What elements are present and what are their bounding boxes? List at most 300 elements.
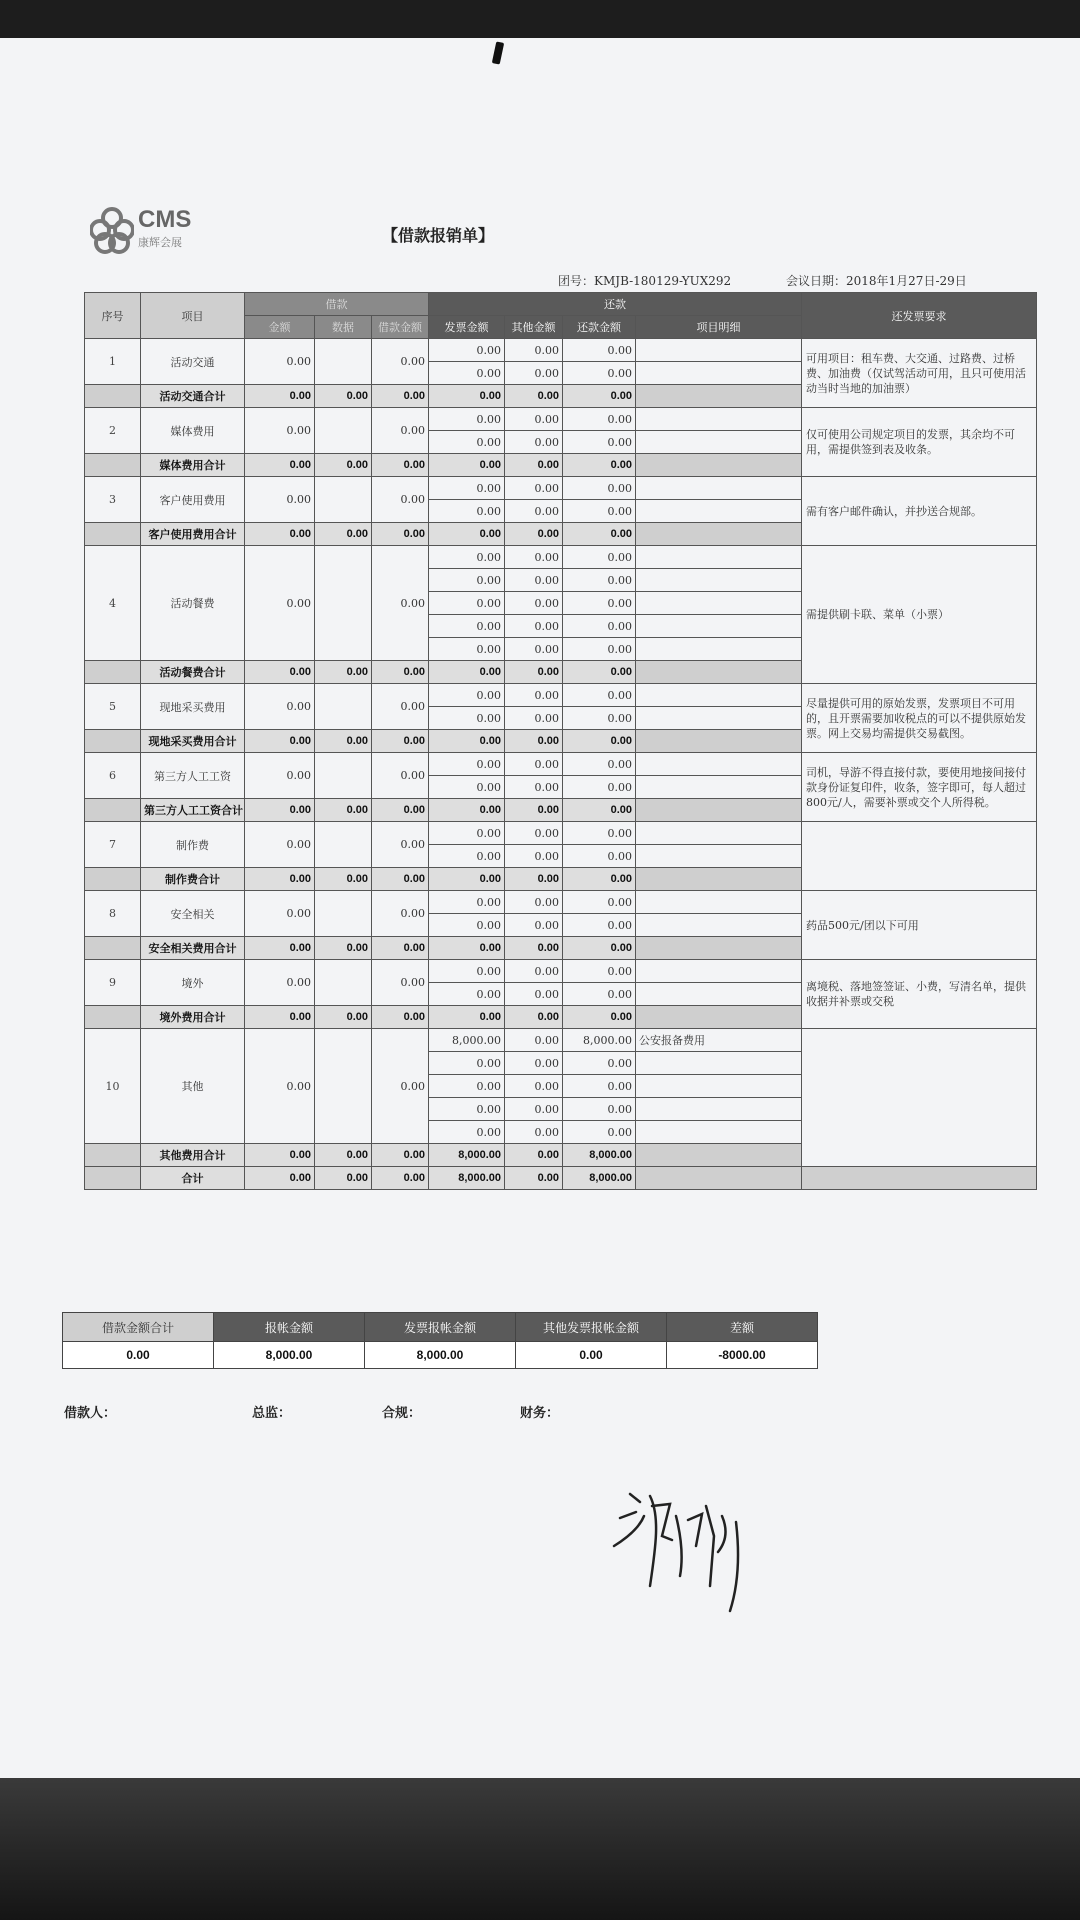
borrower-label: 借款人： bbox=[64, 1406, 117, 1421]
other-amount: 0.00 bbox=[505, 592, 563, 615]
item-detail bbox=[636, 339, 802, 362]
other-amount: 0.00 bbox=[505, 983, 563, 1006]
subtotal-oth: 0.00 bbox=[505, 1006, 563, 1029]
col-detail: 项目明细 bbox=[636, 316, 802, 339]
subtotal-b1: 0.00 bbox=[245, 1006, 315, 1029]
subtotal-b2: 0.00 bbox=[315, 385, 372, 408]
summary-header-other-invoice: 其他发票报帐金额 bbox=[516, 1313, 667, 1342]
invoice-amount: 0.00 bbox=[429, 615, 505, 638]
subtotal-label: 活动餐费合计 bbox=[141, 661, 245, 684]
repay-amount: 0.00 bbox=[563, 1075, 636, 1098]
other-amount: 0.00 bbox=[505, 569, 563, 592]
subtotal-b2: 0.00 bbox=[315, 1006, 372, 1029]
item-detail bbox=[636, 569, 802, 592]
other-amount: 0.00 bbox=[505, 914, 563, 937]
subtotal-b1: 0.00 bbox=[245, 1144, 315, 1167]
invoice-amount: 0.00 bbox=[429, 408, 505, 431]
other-amount: 0.00 bbox=[505, 546, 563, 569]
summary-table bbox=[62, 1312, 818, 1369]
table-row bbox=[85, 408, 1037, 431]
subtotal-oth: 0.00 bbox=[505, 730, 563, 753]
subtotal-detail bbox=[636, 1144, 802, 1167]
meeting-date: 会议日期：2018年1月27日-29日 bbox=[786, 274, 967, 288]
subtotal-b3: 0.00 bbox=[372, 799, 429, 822]
borrow-loan: 0.00 bbox=[372, 753, 429, 799]
summary-header-loan-total: 借款金额合计 bbox=[63, 1313, 214, 1342]
other-amount: 0.00 bbox=[505, 1075, 563, 1098]
borrow-amount: 0.00 bbox=[245, 753, 315, 799]
subtotal-label: 客户使用费用合计 bbox=[141, 523, 245, 546]
subtotal-b3: 0.00 bbox=[372, 937, 429, 960]
item-name: 现地采买费用 bbox=[141, 684, 245, 730]
repay-amount: 8,000.00 bbox=[563, 1029, 636, 1052]
subtotal-detail bbox=[636, 868, 802, 891]
logo-subtext: 康辉会展 bbox=[138, 236, 182, 249]
subtotal-rep: 0.00 bbox=[563, 937, 636, 960]
subtotal-b3: 0.00 bbox=[372, 385, 429, 408]
subtotal-b2: 0.00 bbox=[315, 1144, 372, 1167]
item-detail bbox=[636, 891, 802, 914]
subtotal-inv: 0.00 bbox=[429, 454, 505, 477]
repay-amount: 0.00 bbox=[563, 822, 636, 845]
invoice-amount: 0.00 bbox=[429, 569, 505, 592]
invoice-requirement: 仅可使用公司规定项目的发票，其余均不可用，需提供签到表及收条。 bbox=[802, 408, 1037, 477]
repay-amount: 0.00 bbox=[563, 753, 636, 776]
repay-amount: 0.00 bbox=[563, 408, 636, 431]
col-invoice-amount: 发票金额 bbox=[429, 316, 505, 339]
summary-header-reimburse: 报帐金额 bbox=[214, 1313, 365, 1342]
borrow-count bbox=[315, 339, 372, 385]
table-row bbox=[85, 1029, 1037, 1052]
subtotal-b2: 0.00 bbox=[315, 454, 372, 477]
subtotal-rep: 0.00 bbox=[563, 661, 636, 684]
col-item: 项目 bbox=[141, 293, 245, 339]
item-detail bbox=[636, 408, 802, 431]
row-index: 5 bbox=[85, 684, 141, 730]
item-name: 第三方人工工资 bbox=[141, 753, 245, 799]
subtotal-detail bbox=[636, 661, 802, 684]
item-name: 制作费 bbox=[141, 822, 245, 868]
repay-amount: 0.00 bbox=[563, 546, 636, 569]
invoice-amount: 0.00 bbox=[429, 1075, 505, 1098]
subtotal-inv: 0.00 bbox=[429, 661, 505, 684]
item-detail bbox=[636, 431, 802, 454]
subtotal-inv: 0.00 bbox=[429, 385, 505, 408]
other-amount: 0.00 bbox=[505, 477, 563, 500]
col-borrow-amount: 金额 bbox=[245, 316, 315, 339]
repay-amount: 0.00 bbox=[563, 339, 636, 362]
subtotal-b2: 0.00 bbox=[315, 868, 372, 891]
other-amount: 0.00 bbox=[505, 776, 563, 799]
item-name: 活动交通 bbox=[141, 339, 245, 385]
subtotal-inv: 0.00 bbox=[429, 799, 505, 822]
repay-amount: 0.00 bbox=[563, 638, 636, 661]
total-b2: 0.00 bbox=[315, 1167, 372, 1190]
total-inv: 8,000.00 bbox=[429, 1167, 505, 1190]
subtotal-rep: 0.00 bbox=[563, 1006, 636, 1029]
subtotal-b1: 0.00 bbox=[245, 937, 315, 960]
table-row bbox=[85, 477, 1037, 500]
table-row bbox=[85, 753, 1037, 776]
invoice-amount: 0.00 bbox=[429, 914, 505, 937]
repay-amount: 0.00 bbox=[563, 891, 636, 914]
flower-logo-icon bbox=[90, 206, 134, 254]
subtotal-oth: 0.00 bbox=[505, 1144, 563, 1167]
invoice-amount: 0.00 bbox=[429, 1098, 505, 1121]
subtotal-inv: 0.00 bbox=[429, 730, 505, 753]
item-detail bbox=[636, 592, 802, 615]
invoice-amount: 0.00 bbox=[429, 1121, 505, 1144]
document-title: 【借款报销单】 bbox=[382, 226, 495, 245]
subtotal-inv: 0.00 bbox=[429, 937, 505, 960]
subtotal-label: 第三方人工工资合计 bbox=[141, 799, 245, 822]
subtotal-rep: 0.00 bbox=[563, 799, 636, 822]
subtotal-rep: 0.00 bbox=[563, 523, 636, 546]
total-b3: 0.00 bbox=[372, 1167, 429, 1190]
other-amount: 0.00 bbox=[505, 960, 563, 983]
grand-total-label: 合计 bbox=[141, 1167, 245, 1190]
col-requirement: 还发票要求 bbox=[802, 293, 1037, 339]
borrow-loan: 0.00 bbox=[372, 684, 429, 730]
subtotal-oth: 0.00 bbox=[505, 799, 563, 822]
borrow-count bbox=[315, 684, 372, 730]
col-borrow-count: 数据 bbox=[315, 316, 372, 339]
row-index: 2 bbox=[85, 408, 141, 454]
subtotal-label: 媒体费用合计 bbox=[141, 454, 245, 477]
subtotal-b3: 0.00 bbox=[372, 661, 429, 684]
cms-logo bbox=[90, 206, 200, 254]
repay-amount: 0.00 bbox=[563, 960, 636, 983]
col-repay-amount: 还款金额 bbox=[563, 316, 636, 339]
item-detail bbox=[636, 914, 802, 937]
total-b1: 0.00 bbox=[245, 1167, 315, 1190]
other-amount: 0.00 bbox=[505, 362, 563, 385]
subtotal-b2: 0.00 bbox=[315, 937, 372, 960]
row-index: 10 bbox=[85, 1029, 141, 1144]
subtotal-detail bbox=[636, 1006, 802, 1029]
col-seq: 序号 bbox=[85, 293, 141, 339]
summary-other-invoice: 0.00 bbox=[516, 1342, 667, 1369]
subtotal-detail bbox=[636, 799, 802, 822]
repay-amount: 0.00 bbox=[563, 914, 636, 937]
borrow-count bbox=[315, 1029, 372, 1144]
borrow-amount: 0.00 bbox=[245, 339, 315, 385]
row-index: 1 bbox=[85, 339, 141, 385]
item-detail: 公安报备费用 bbox=[636, 1029, 802, 1052]
repay-amount: 0.00 bbox=[563, 431, 636, 454]
invoice-amount: 0.00 bbox=[429, 546, 505, 569]
repay-amount: 0.00 bbox=[563, 1052, 636, 1075]
other-amount: 0.00 bbox=[505, 684, 563, 707]
subtotal-detail bbox=[636, 385, 802, 408]
repay-amount: 0.00 bbox=[563, 592, 636, 615]
borrow-amount: 0.00 bbox=[245, 891, 315, 937]
repay-amount: 0.00 bbox=[563, 477, 636, 500]
item-detail bbox=[636, 707, 802, 730]
item-detail bbox=[636, 822, 802, 845]
item-name: 安全相关 bbox=[141, 891, 245, 937]
subtotal-rep: 0.00 bbox=[563, 730, 636, 753]
repay-amount: 0.00 bbox=[563, 1121, 636, 1144]
borrow-amount: 0.00 bbox=[245, 684, 315, 730]
borrow-amount: 0.00 bbox=[245, 408, 315, 454]
subtotal-b3: 0.00 bbox=[372, 1006, 429, 1029]
subtotal-label: 安全相关费用合计 bbox=[141, 937, 245, 960]
invoice-requirement: 可用项目：租车费、大交通、过路费、过桥费、加油费（仅试驾活动可用，且只可使用活动当时当地的加油票） bbox=[802, 339, 1037, 408]
subtotal-rep: 0.00 bbox=[563, 385, 636, 408]
subtotal-oth: 0.00 bbox=[505, 868, 563, 891]
repay-amount: 0.00 bbox=[563, 684, 636, 707]
subtotal-b1: 0.00 bbox=[245, 523, 315, 546]
item-detail bbox=[636, 1075, 802, 1098]
subtotal-oth: 0.00 bbox=[505, 937, 563, 960]
other-amount: 0.00 bbox=[505, 339, 563, 362]
repay-amount: 0.00 bbox=[563, 707, 636, 730]
subtotal-b2: 0.00 bbox=[315, 730, 372, 753]
grand-total-row bbox=[85, 1167, 1037, 1190]
table-row bbox=[85, 891, 1037, 914]
invoice-requirement: 药品500元/团以下可用 bbox=[802, 891, 1037, 960]
subtotal-oth: 0.00 bbox=[505, 661, 563, 684]
other-amount: 0.00 bbox=[505, 753, 563, 776]
col-repay-group: 还款 bbox=[429, 293, 802, 316]
table-row bbox=[85, 546, 1037, 569]
compliance-label: 合规： bbox=[382, 1406, 422, 1421]
subtotal-detail bbox=[636, 730, 802, 753]
borrow-amount: 0.00 bbox=[245, 960, 315, 1006]
summary-header-difference: 差额 bbox=[667, 1313, 818, 1342]
subtotal-b1: 0.00 bbox=[245, 799, 315, 822]
item-name: 活动餐费 bbox=[141, 546, 245, 661]
subtotal-oth: 0.00 bbox=[505, 385, 563, 408]
item-detail bbox=[636, 638, 802, 661]
invoice-requirement: 司机，导游不得直接付款，要使用地接间接付款身份证复印件，收条，签字即可，每人超过800元/人，需要补票或交个人所得税。 bbox=[802, 753, 1037, 822]
subtotal-rep: 0.00 bbox=[563, 868, 636, 891]
repay-amount: 0.00 bbox=[563, 776, 636, 799]
subtotal-label: 其他费用合计 bbox=[141, 1144, 245, 1167]
subtotal-inv: 0.00 bbox=[429, 523, 505, 546]
item-name: 境外 bbox=[141, 960, 245, 1006]
item-detail bbox=[636, 546, 802, 569]
item-detail bbox=[636, 500, 802, 523]
item-detail bbox=[636, 1052, 802, 1075]
desk-background-top bbox=[0, 0, 1080, 40]
borrow-loan: 0.00 bbox=[372, 822, 429, 868]
subtotal-b1: 0.00 bbox=[245, 385, 315, 408]
borrow-count bbox=[315, 408, 372, 454]
subtotal-rep: 8,000.00 bbox=[563, 1144, 636, 1167]
subtotal-b1: 0.00 bbox=[245, 730, 315, 753]
borrow-loan: 0.00 bbox=[372, 408, 429, 454]
subtotal-b2: 0.00 bbox=[315, 799, 372, 822]
subtotal-rep: 0.00 bbox=[563, 454, 636, 477]
summary-header-invoice: 发票报帐金额 bbox=[365, 1313, 516, 1342]
col-borrow-loan: 借款金额 bbox=[372, 316, 429, 339]
subtotal-oth: 0.00 bbox=[505, 523, 563, 546]
total-rep: 8,000.00 bbox=[563, 1167, 636, 1190]
invoice-amount: 0.00 bbox=[429, 983, 505, 1006]
director-label: 总监： bbox=[252, 1406, 292, 1421]
subtotal-inv: 0.00 bbox=[429, 1006, 505, 1029]
row-index: 9 bbox=[85, 960, 141, 1006]
table-row bbox=[85, 339, 1037, 362]
subtotal-oth: 0.00 bbox=[505, 454, 563, 477]
invoice-amount: 0.00 bbox=[429, 707, 505, 730]
invoice-amount: 0.00 bbox=[429, 638, 505, 661]
subtotal-b3: 0.00 bbox=[372, 1144, 429, 1167]
invoice-amount: 0.00 bbox=[429, 477, 505, 500]
invoice-amount: 0.00 bbox=[429, 845, 505, 868]
borrow-count bbox=[315, 960, 372, 1006]
item-detail bbox=[636, 477, 802, 500]
borrow-amount: 0.00 bbox=[245, 546, 315, 661]
invoice-amount: 0.00 bbox=[429, 776, 505, 799]
group-number: 团号：KMJB-180129-YUX292 bbox=[558, 274, 732, 288]
table-row bbox=[85, 960, 1037, 983]
row-index: 7 bbox=[85, 822, 141, 868]
borrow-loan: 0.00 bbox=[372, 546, 429, 661]
invoice-amount: 0.00 bbox=[429, 960, 505, 983]
subtotal-detail bbox=[636, 937, 802, 960]
other-amount: 0.00 bbox=[505, 500, 563, 523]
borrow-count bbox=[315, 753, 372, 799]
invoice-amount: 0.00 bbox=[429, 891, 505, 914]
borrow-loan: 0.00 bbox=[372, 477, 429, 523]
item-name: 其他 bbox=[141, 1029, 245, 1144]
total-oth: 0.00 bbox=[505, 1167, 563, 1190]
invoice-requirement: 离境税、落地签签证、小费，写清名单，提供收据并补票或交税 bbox=[802, 960, 1037, 1029]
other-amount: 0.00 bbox=[505, 615, 563, 638]
other-amount: 0.00 bbox=[505, 891, 563, 914]
repay-amount: 0.00 bbox=[563, 1098, 636, 1121]
invoice-requirement: 尽量提供可用的原始发票，发票项目不可用的，且开票需要加收税点的可以不提供原始发票。网上交易均需提供交易截图。 bbox=[802, 684, 1037, 753]
borrow-amount: 0.00 bbox=[245, 1029, 315, 1144]
subtotal-inv: 0.00 bbox=[429, 868, 505, 891]
table-row bbox=[85, 822, 1037, 845]
borrow-count bbox=[315, 546, 372, 661]
item-detail bbox=[636, 753, 802, 776]
subtotal-label: 制作费合计 bbox=[141, 868, 245, 891]
subtotal-b3: 0.00 bbox=[372, 868, 429, 891]
item-detail bbox=[636, 983, 802, 1006]
repay-amount: 0.00 bbox=[563, 569, 636, 592]
row-index: 6 bbox=[85, 753, 141, 799]
invoice-requirement bbox=[802, 1029, 1037, 1167]
borrow-count bbox=[315, 822, 372, 868]
finance-label: 财务： bbox=[520, 1406, 560, 1421]
summary-invoice: 8,000.00 bbox=[365, 1342, 516, 1369]
invoice-amount: 0.00 bbox=[429, 431, 505, 454]
item-detail bbox=[636, 1098, 802, 1121]
borrow-loan: 0.00 bbox=[372, 960, 429, 1006]
invoice-amount: 0.00 bbox=[429, 500, 505, 523]
borrow-loan: 0.00 bbox=[372, 891, 429, 937]
invoice-amount: 0.00 bbox=[429, 362, 505, 385]
subtotal-b1: 0.00 bbox=[245, 661, 315, 684]
invoice-amount: 8,000.00 bbox=[429, 1029, 505, 1052]
invoice-amount: 0.00 bbox=[429, 822, 505, 845]
summary-reimburse: 8,000.00 bbox=[214, 1342, 365, 1369]
item-detail bbox=[636, 960, 802, 983]
subtotal-label: 活动交通合计 bbox=[141, 385, 245, 408]
summary-loan-total: 0.00 bbox=[63, 1342, 214, 1369]
handwritten-signature bbox=[610, 1476, 770, 1616]
item-detail bbox=[636, 1121, 802, 1144]
subtotal-detail bbox=[636, 454, 802, 477]
other-amount: 0.00 bbox=[505, 1052, 563, 1075]
col-borrow-group: 借款 bbox=[245, 293, 429, 316]
reimbursement-table bbox=[84, 292, 1037, 1190]
invoice-amount: 0.00 bbox=[429, 684, 505, 707]
other-amount: 0.00 bbox=[505, 707, 563, 730]
borrow-loan: 0.00 bbox=[372, 1029, 429, 1144]
other-amount: 0.00 bbox=[505, 1029, 563, 1052]
invoice-amount: 0.00 bbox=[429, 339, 505, 362]
subtotal-b3: 0.00 bbox=[372, 454, 429, 477]
col-other-amount: 其他金额 bbox=[505, 316, 563, 339]
invoice-requirement: 需提供刷卡联、菜单（小票） bbox=[802, 546, 1037, 684]
borrow-loan: 0.00 bbox=[372, 339, 429, 385]
subtotal-b2: 0.00 bbox=[315, 661, 372, 684]
invoice-amount: 0.00 bbox=[429, 753, 505, 776]
item-detail bbox=[636, 776, 802, 799]
row-index: 4 bbox=[85, 546, 141, 661]
subtotal-label: 境外费用合计 bbox=[141, 1006, 245, 1029]
other-amount: 0.00 bbox=[505, 1121, 563, 1144]
other-amount: 0.00 bbox=[505, 845, 563, 868]
desk-background-bottom bbox=[0, 1778, 1080, 1920]
invoice-amount: 0.00 bbox=[429, 592, 505, 615]
item-detail bbox=[636, 362, 802, 385]
subtotal-b2: 0.00 bbox=[315, 523, 372, 546]
subtotal-label: 现地采买费用合计 bbox=[141, 730, 245, 753]
borrow-amount: 0.00 bbox=[245, 822, 315, 868]
borrow-count bbox=[315, 891, 372, 937]
subtotal-inv: 8,000.00 bbox=[429, 1144, 505, 1167]
subtotal-detail bbox=[636, 523, 802, 546]
row-index: 8 bbox=[85, 891, 141, 937]
row-index: 3 bbox=[85, 477, 141, 523]
subtotal-b3: 0.00 bbox=[372, 523, 429, 546]
borrow-amount: 0.00 bbox=[245, 477, 315, 523]
item-detail bbox=[636, 684, 802, 707]
invoice-requirement bbox=[802, 822, 1037, 891]
subtotal-b3: 0.00 bbox=[372, 730, 429, 753]
item-name: 客户使用费用 bbox=[141, 477, 245, 523]
invoice-requirement: 需有客户邮件确认，并抄送合规部。 bbox=[802, 477, 1037, 546]
table-row bbox=[85, 684, 1037, 707]
item-detail bbox=[636, 615, 802, 638]
subtotal-b1: 0.00 bbox=[245, 454, 315, 477]
summary-difference: -8000.00 bbox=[667, 1342, 818, 1369]
subtotal-b1: 0.00 bbox=[245, 868, 315, 891]
other-amount: 0.00 bbox=[505, 1098, 563, 1121]
logo-text: CMS bbox=[138, 206, 192, 233]
repay-amount: 0.00 bbox=[563, 983, 636, 1006]
item-name: 媒体费用 bbox=[141, 408, 245, 454]
other-amount: 0.00 bbox=[505, 431, 563, 454]
repay-amount: 0.00 bbox=[563, 615, 636, 638]
repay-amount: 0.00 bbox=[563, 362, 636, 385]
other-amount: 0.00 bbox=[505, 638, 563, 661]
repay-amount: 0.00 bbox=[563, 500, 636, 523]
invoice-amount: 0.00 bbox=[429, 1052, 505, 1075]
item-detail bbox=[636, 845, 802, 868]
other-amount: 0.00 bbox=[505, 408, 563, 431]
repay-amount: 0.00 bbox=[563, 845, 636, 868]
borrow-count bbox=[315, 477, 372, 523]
other-amount: 0.00 bbox=[505, 822, 563, 845]
